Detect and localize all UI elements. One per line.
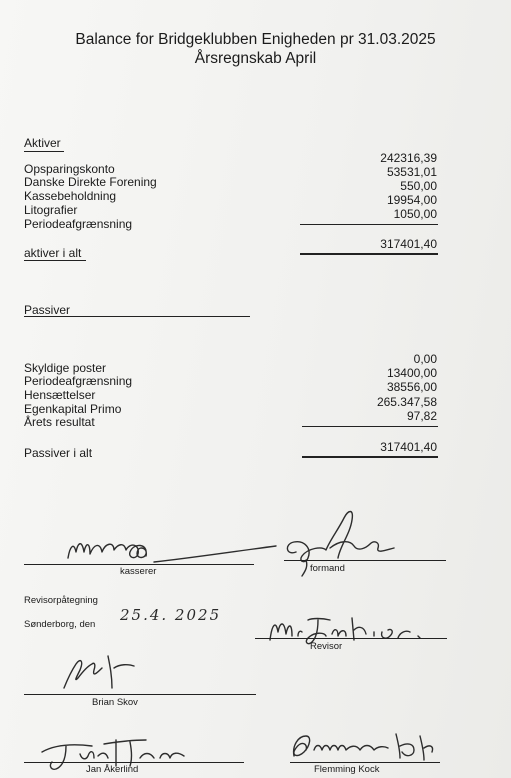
liability-value: 13400,00 xyxy=(386,366,437,380)
liability-label: Skyldige poster xyxy=(24,361,107,375)
liabilities-sum-rule xyxy=(302,426,438,427)
chairman-sign-line xyxy=(284,560,446,561)
document-title: Balance for Bridgeklubben Enigheden pr 31.03.2025 xyxy=(75,31,436,48)
document-subtitle: Årsregnskab April xyxy=(194,50,317,67)
liabilities-heading: Passiver xyxy=(24,303,71,317)
asset-label: Opsparingskonto xyxy=(24,162,115,176)
place-label: Sønderborg, den xyxy=(24,619,96,630)
auditor-label: Revisor xyxy=(310,641,343,652)
treasurer-label: kasserer xyxy=(120,566,157,577)
assets-total-label: aktiver i alt xyxy=(24,246,82,260)
liabilities-total-rule xyxy=(302,456,438,458)
asset-label: Litografier xyxy=(24,203,78,217)
brian-skov-sign-line xyxy=(24,694,256,695)
brian-skov-name: Brian Skov xyxy=(92,697,138,708)
asset-label: Periodeafgrænsning xyxy=(24,217,133,231)
liability-label: Periodeafgrænsning xyxy=(24,374,133,388)
assets-heading-underline xyxy=(24,151,64,152)
chairman-signature xyxy=(282,500,412,580)
brian-skov-signature xyxy=(58,648,178,696)
jan-akerlind-name: Jan Åkerlind xyxy=(86,764,139,775)
assets-total-value: 317401,40 xyxy=(380,237,437,251)
liabilities-total-value: 317401,40 xyxy=(380,440,437,454)
assets-total-underline xyxy=(24,260,86,261)
asset-value: 550,00 xyxy=(400,179,437,193)
flemming-kock-sign-line xyxy=(290,762,440,763)
asset-value: 1050,00 xyxy=(393,207,437,221)
asset-label: Danske Direkte Forening xyxy=(24,175,157,189)
asset-label: Kassebeholdning xyxy=(24,189,117,203)
auditor-signature xyxy=(262,610,442,650)
treasurer-sign-line xyxy=(24,564,254,565)
flemming-kock-name: Flemming Kock xyxy=(314,764,380,775)
liabilities-total-label: Passiver i alt xyxy=(24,446,93,460)
audit-heading: Revisorpåtegning xyxy=(24,595,98,606)
liability-label: Hensættelser xyxy=(24,388,96,402)
asset-value: 53531,01 xyxy=(386,165,437,179)
assets-total-rule xyxy=(300,253,438,255)
liability-value: 265.347,58 xyxy=(376,395,437,409)
liability-value: 0,00 xyxy=(413,352,437,366)
liability-value: 38556,00 xyxy=(386,380,437,394)
chairman-label: formand xyxy=(310,563,345,574)
liability-label: Årets resultat xyxy=(24,415,95,429)
asset-value: 242316,39 xyxy=(380,151,437,165)
jan-akerlind-sign-line xyxy=(24,762,244,763)
handwritten-date: 25.4. 2025 xyxy=(120,606,222,624)
auditor-sign-line xyxy=(255,638,447,639)
asset-value: 19954,00 xyxy=(386,193,437,207)
liabilities-heading-underline xyxy=(24,316,250,317)
liability-value: 97,82 xyxy=(406,409,437,423)
liability-label: Egenkapital Primo xyxy=(24,402,122,416)
assets-sum-rule xyxy=(300,224,438,225)
assets-heading: Aktiver xyxy=(24,136,61,150)
treasurer-signature-tail xyxy=(150,540,280,570)
